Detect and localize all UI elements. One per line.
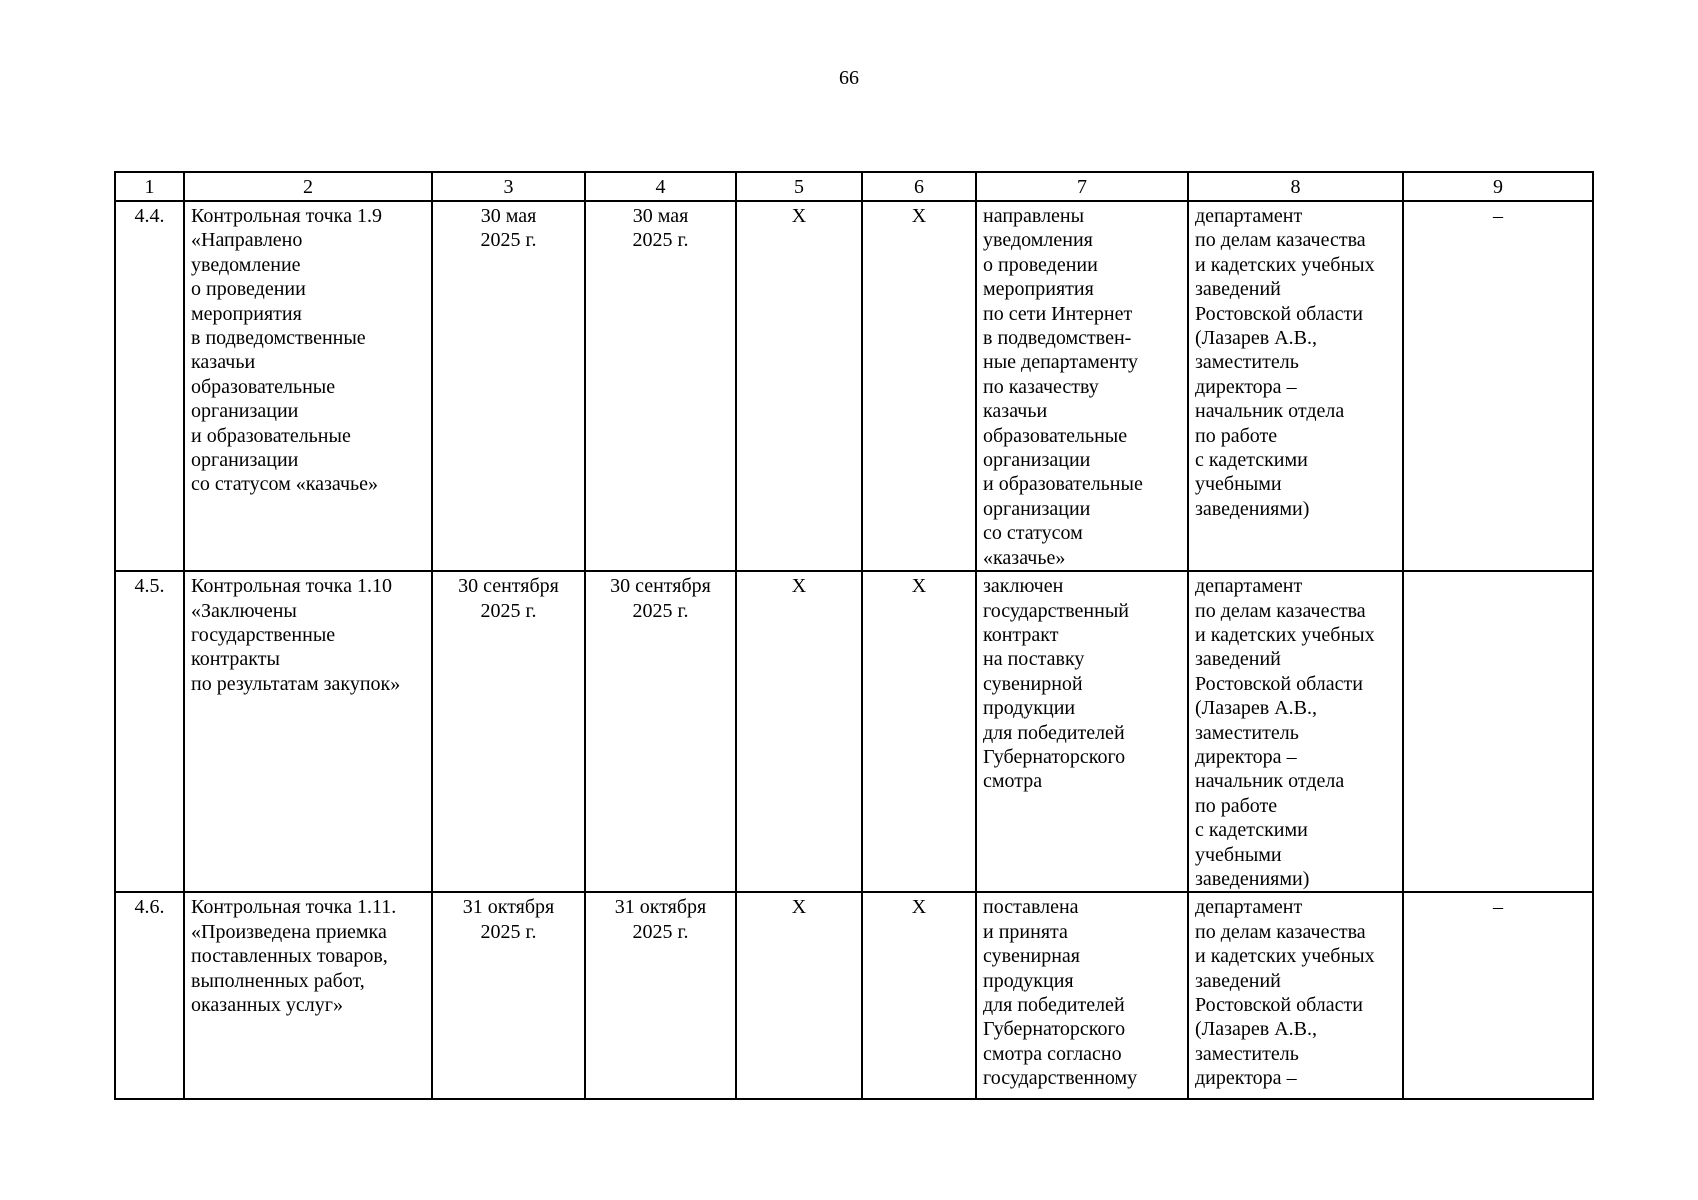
control-point-name: Контрольная точка 1.11. «Произведена приемка поставленных товаров, выполненных работ, оказанных услуг» (184, 892, 432, 1099)
responsible-party: департамент по делам казачества и кадетских учебных заведений Ростовской области (Лазарев А.В., заместитель директора – начальник отдела по работе с кадетскими учебными заведениями) (1188, 571, 1403, 892)
result-description: заключен государственный контракт на поставку сувенирной продукции для победителей Губернаторского смотра (976, 571, 1188, 892)
end-date: 31 октября 2025 г. (585, 892, 736, 1099)
column-5-cell: Х (736, 571, 862, 892)
column-header: 9 (1403, 172, 1593, 201)
table-row (115, 201, 1593, 571)
responsible-party: департамент по делам казачества и кадетских учебных заведений Ростовской области (Лазарев А.В., заместитель директора – (1188, 892, 1403, 1099)
column-6-cell: Х (862, 201, 976, 571)
column-header: 8 (1188, 172, 1403, 201)
column-header: 5 (736, 172, 862, 201)
column-6-cell: Х (862, 571, 976, 892)
column-9-cell: – (1403, 201, 1593, 571)
end-date: 30 мая 2025 г. (585, 201, 736, 571)
table-row (115, 571, 1593, 892)
column-header: 7 (976, 172, 1188, 201)
control-point-name: Контрольная точка 1.9 «Направлено уведомление о проведении мероприятия в подведомственные казачьи образовательные организации и образовательные организации со статусом «казачье» (184, 201, 432, 571)
column-5-cell: Х (736, 201, 862, 571)
column-9-cell: – (1403, 892, 1593, 1099)
table-header-row (115, 172, 1593, 201)
column-header: 2 (184, 172, 432, 201)
start-date: 31 октября 2025 г. (432, 892, 585, 1099)
control-point-name: Контрольная точка 1.10 «Заключены государственные контракты по результатам закупок» (184, 571, 432, 892)
start-date: 30 мая 2025 г. (432, 201, 585, 571)
row-number: 4.6. (115, 892, 184, 1099)
start-date: 30 сентября 2025 г. (432, 571, 585, 892)
result-description: направлены уведомления о проведении мероприятия по сети Интернет в подведомствен- ные департаменту по казачеству казачьи образовательные организации и образовательные организации со статусом «казачье» (976, 201, 1188, 571)
table-row (115, 892, 1593, 1099)
column-header: 4 (585, 172, 736, 201)
column-6-cell: Х (862, 892, 976, 1099)
responsible-party: департамент по делам казачества и кадетских учебных заведений Ростовской области (Лазарев А.В., заместитель директора – начальник отдела по работе с кадетскими учебными заведениями) (1188, 201, 1403, 571)
row-number: 4.5. (115, 571, 184, 892)
row-number: 4.4. (115, 201, 184, 571)
result-description: поставлена и принята сувенирная продукция для победителей Губернаторского смотра согласно государственному (976, 892, 1188, 1099)
column-9-cell (1403, 571, 1593, 892)
plan-table (114, 171, 1594, 1100)
column-header: 1 (115, 172, 184, 201)
column-header: 6 (862, 172, 976, 201)
column-header: 3 (432, 172, 585, 201)
page-number: 66 (839, 67, 859, 89)
column-5-cell: Х (736, 892, 862, 1099)
end-date: 30 сентября 2025 г. (585, 571, 736, 892)
